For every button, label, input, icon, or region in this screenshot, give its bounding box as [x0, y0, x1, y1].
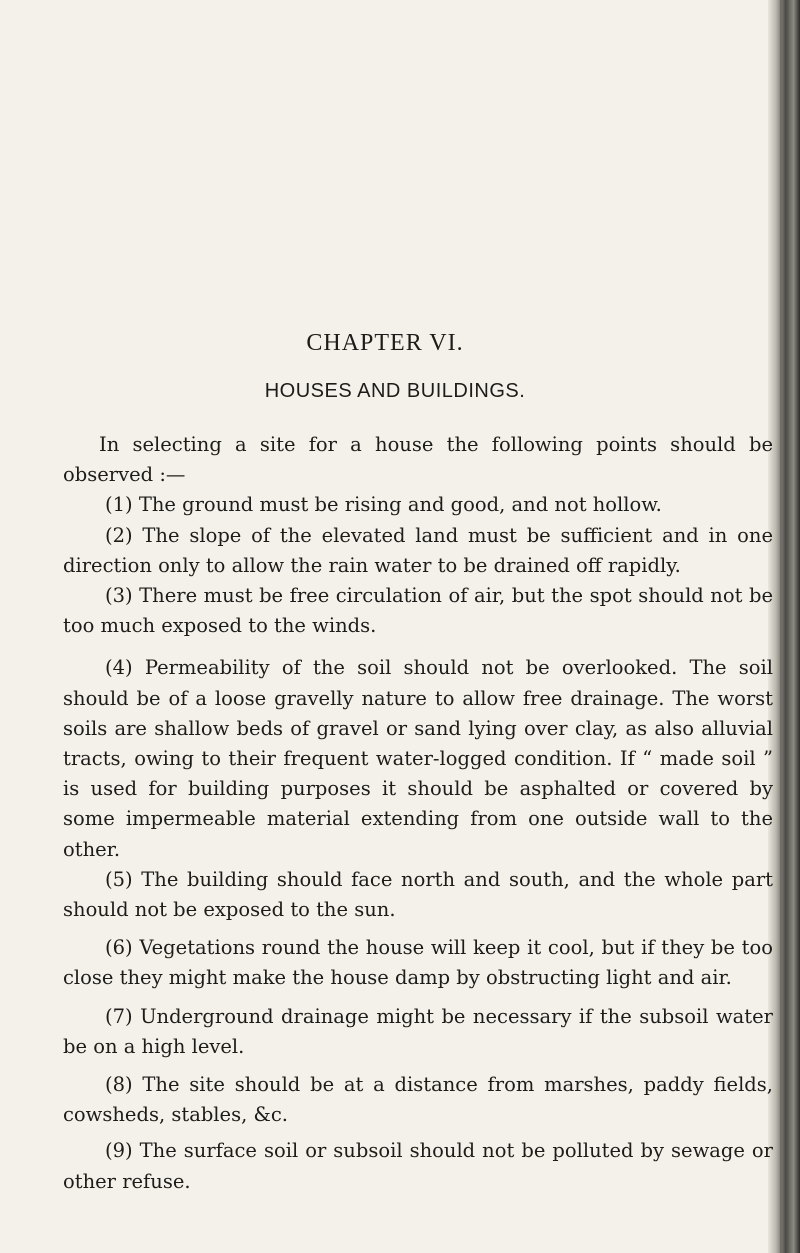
paragraph-point-7: (7) Underground drainage might be necessary if the subsoil water be on a high level. — [63, 1004, 773, 1058]
body-text — [63, 430, 773, 1197]
paragraph-point-9: (9) The surface soil or subsoil should not be polluted by sewage or other refuse. — [63, 1139, 773, 1193]
paragraph-point-4: (4) Permeability of the soil should not be overlooked. The soil should be of a loose gravelly nature to allow free drainage. The worst soils are shallow beds of gravel or sand lying over clay, as also alluvial tracts, owing to their frequent water-logged condition. If “ made soil ” is used for building purposes it should be asphalted or covered by some impermeable material extending from one outside wall to the other. — [63, 656, 773, 861]
paragraph-point-6: (6) Vegetations round the house will keep it cool, but if they be too close they might make the house damp by obstructing light and air. — [63, 936, 773, 990]
paragraph-point-5: (5) The building should face north and south, and the whole part should not be exposed to the sun. — [63, 867, 773, 922]
chapter-heading: CHAPTER VI. — [306, 330, 464, 356]
paragraph-point-2: (2) The slope of the elevated land must be sufficient and in one direction only to allow the rain water to be drained off rapidly. — [63, 523, 773, 577]
section-title: HOUSES AND BUILDINGS. — [264, 380, 526, 402]
paragraph-point-8: (8) The site should be at a distance from marshes, paddy fields, cowsheds, stables, &c. — [63, 1073, 773, 1127]
paragraph-point-1: (1) The ground must be rising and good, and not hollow. — [105, 493, 662, 517]
paragraph-intro: In selecting a site for a house the following points should be observed :— — [63, 433, 773, 487]
paragraph-point-3: (3) There must be free circulation of air, but the spot should not be too much exposed to the winds. — [63, 584, 773, 638]
